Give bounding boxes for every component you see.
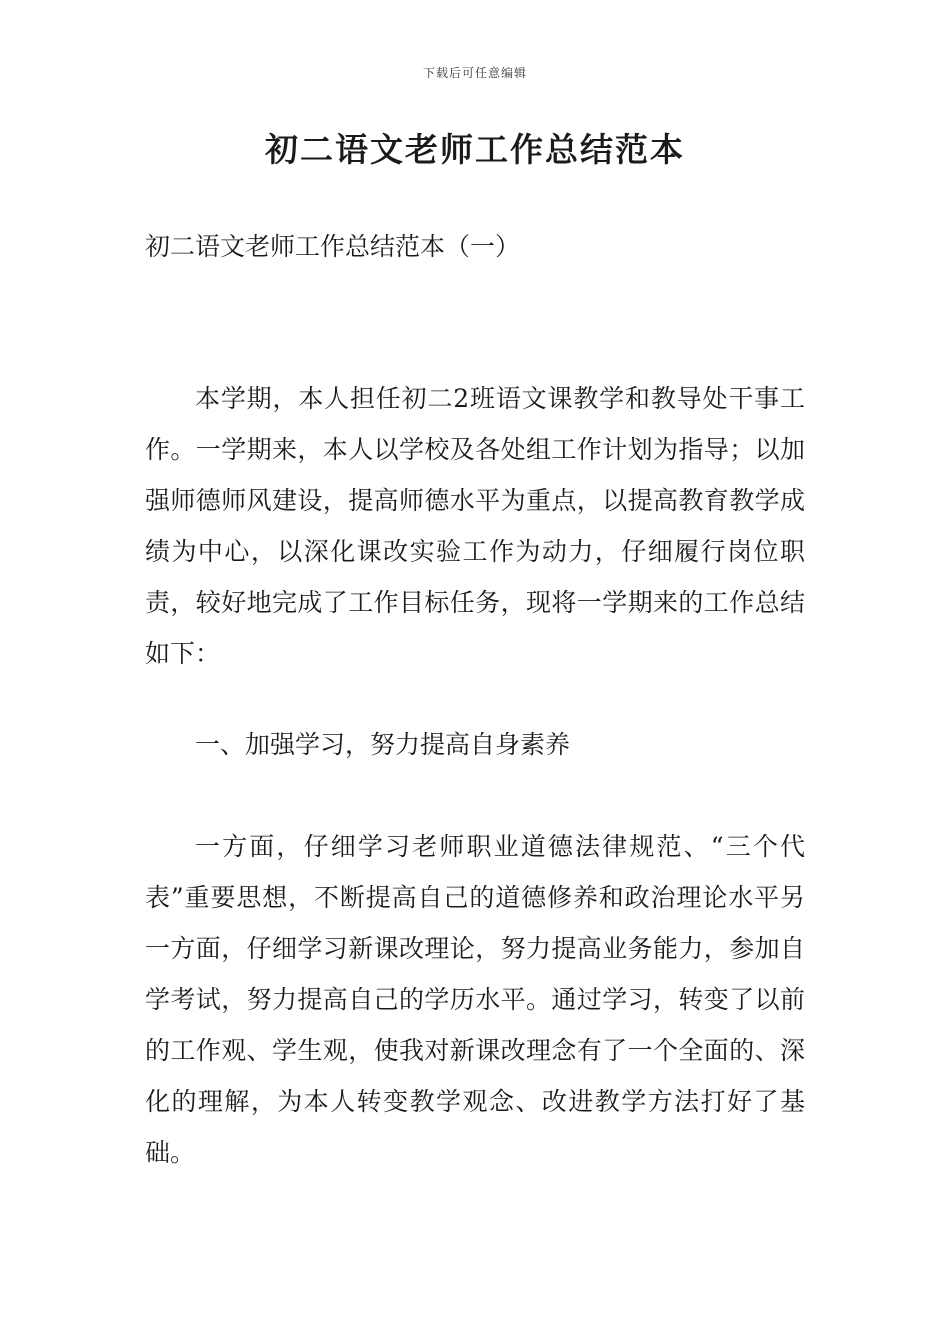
document-title: 初二语文老师工作总结范本: [265, 130, 685, 169]
section-heading: 一、加强学习，努力提高自身素养: [195, 730, 571, 759]
section-subtitle: 初二语文老师工作总结范本（一）: [145, 232, 521, 261]
intro-paragraph: 本学期，本人担任初二2班语文课教学和教导处干事工作。一学期来，本人以学校及各处组工作计划为指导；以加强师德师风建设，提高师德水平为重点，以提高教育教学成绩为中心，以深化课改实验工作为动力，仔细履行岗位职责，较好地完成了工作目标任务，现将一学期来的工作总结如下：: [145, 384, 805, 668]
header-note: 下载后可任意编辑: [422, 66, 527, 80]
section-body-paragraph: 一方面，仔细学习老师职业道德法律规范、“三个代表”重要思想，不断提高自己的道德修养和政治理论水平另一方面，仔细学习新课改理论，努力提高业务能力，参加自学考试，努力提高自己的学历水平。通过学习，转变了以前的工作观、学生观，使我对新课改理念有了一个全面的、深化的理解，为本人转变教学观念、改进教学方法打好了基础。: [145, 832, 805, 1167]
